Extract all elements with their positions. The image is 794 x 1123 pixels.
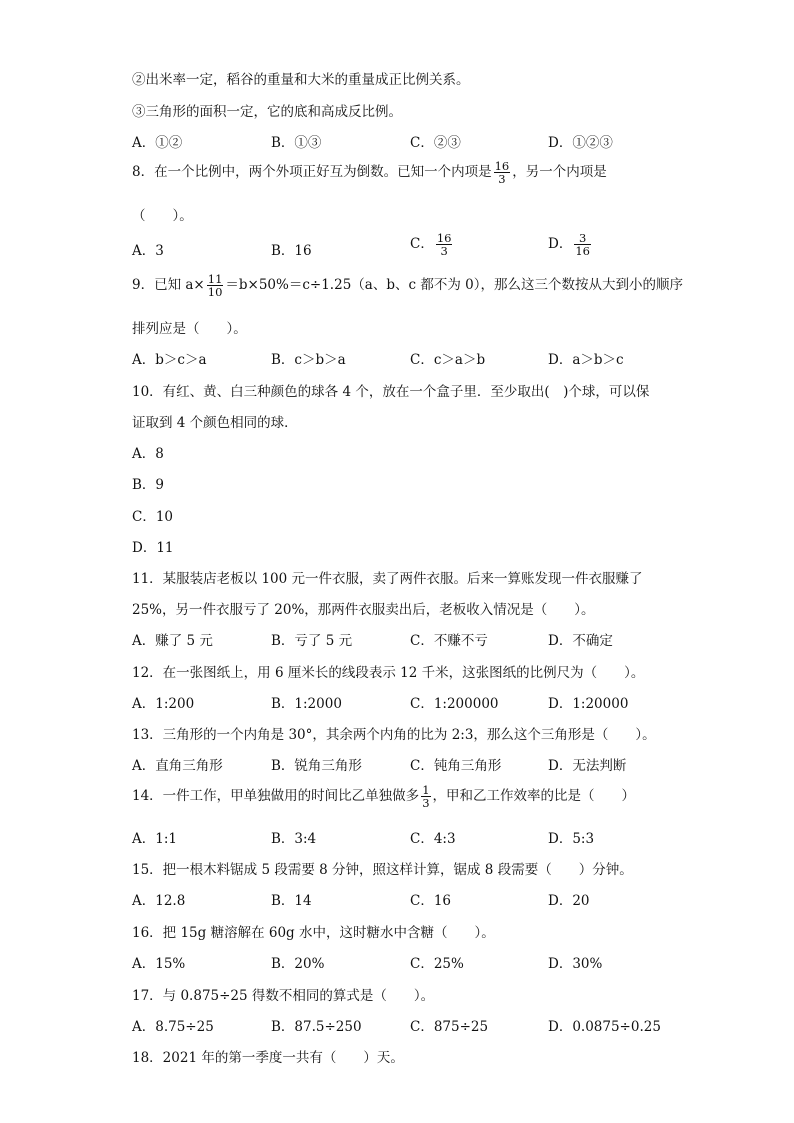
question-text: 9．已知 a×	[132, 277, 205, 293]
option-b: B．亏了 5 元	[271, 633, 353, 649]
option-b: B．c＞b＞a	[271, 352, 346, 368]
option-a: A．3	[132, 243, 164, 259]
fraction-denominator: 3	[422, 796, 430, 810]
option-a: A．b＞c＞a	[132, 352, 207, 368]
option-d: D．20	[548, 893, 590, 909]
option-b: B．14	[271, 893, 312, 909]
fraction-numerator: 16	[436, 231, 452, 245]
option-d: D．a＞b＞c	[548, 352, 624, 368]
fraction	[436, 232, 453, 257]
options-pre	[132, 131, 692, 153]
option-c: C．不赚不亏	[410, 633, 488, 649]
option-d: D．5:3	[548, 831, 595, 847]
option-b: B．87.5÷250	[271, 1019, 362, 1035]
fraction-denominator: 3	[440, 244, 448, 258]
question-10-line2: 证取到 4 个颜色相同的球．	[132, 415, 298, 431]
option-c: C．875÷25	[410, 1019, 489, 1035]
question-17: 17．与 0.875÷25 得数不相同的算式是（ ）。	[132, 988, 435, 1004]
option-b: B．9	[132, 477, 165, 493]
fraction-denominator: 3	[498, 172, 506, 186]
fraction-numerator: 11	[207, 272, 223, 286]
option-d: D．无法判断	[548, 758, 627, 774]
options-q15	[132, 889, 692, 911]
option-c: C．16	[410, 893, 452, 909]
option-d: D．1:20000	[548, 696, 629, 712]
option-a: A．12.8	[132, 893, 186, 909]
option-d	[548, 232, 593, 257]
option-c: C．c＞a＞b	[410, 352, 486, 368]
option-c: C．4:3	[410, 831, 456, 847]
fraction-denominator: 16	[575, 244, 590, 258]
fraction-numerator: 3	[574, 232, 591, 245]
options-q9	[132, 348, 692, 370]
option-a: A．15%	[132, 956, 186, 972]
option-d: D．0.0875÷0.25	[548, 1019, 661, 1035]
question-13: 13．三角形的一个内角是 30°，其余两个内角的比为 2:3，那么这个三角形是（ ）。	[132, 727, 656, 743]
option-c: C．10	[132, 509, 174, 525]
question-text: 14．一件工作，甲单独做用的时间比乙单独做多	[132, 788, 420, 804]
option-d: D．①②③	[548, 135, 613, 151]
question-9	[132, 273, 683, 298]
question-text: ，另一个内项是	[512, 164, 607, 180]
option-a: A．①②	[132, 135, 183, 151]
fraction-numerator: 16	[494, 159, 510, 173]
question-10: 10．有红、黄、白三种颜色的球各 4 个，放在一个盒子里．至少取出( )个球，可以保	[132, 384, 650, 400]
option-b: B．锐角三角形	[271, 758, 362, 774]
option-c: C．②③	[410, 135, 461, 151]
question-8	[132, 160, 607, 185]
fraction-numerator: 1	[422, 783, 430, 797]
options-q14	[132, 827, 692, 849]
question-text: 8．在一个比例中，两个外项正好互为倒数。已知一个内项是	[132, 164, 492, 180]
option-c	[410, 232, 454, 257]
option-label: D．	[548, 236, 573, 252]
option-b: B．①③	[271, 135, 322, 151]
fraction-denominator: 10	[207, 285, 223, 299]
question-8-line2: （ ）。	[132, 208, 193, 224]
option-b: B．3:4	[271, 831, 317, 847]
option-a: A．1:1	[132, 831, 177, 847]
fraction	[207, 273, 224, 298]
option-a: A．赚了 5 元	[132, 633, 213, 649]
statement-2: ②出米率一定，稻谷的重量和大米的重量成正比例关系。	[132, 72, 470, 88]
question-11: 11．某服装店老板以 100 元一件衣服，卖了两件衣服。后来一算账发现一件衣服赚了	[132, 571, 643, 587]
option-b: B．20%	[271, 956, 325, 972]
option-c: C．钝角三角形	[410, 758, 502, 774]
options-q8	[132, 231, 692, 259]
option-a: A．直角三角形	[132, 758, 223, 774]
question-11-line2: 25%，另一件衣服亏了 20%，那两件衣服卖出后，老板收入情况是（ ）。	[132, 602, 595, 618]
option-a: A．8	[132, 446, 164, 462]
statement-3: ③三角形的面积一定，它的底和高成反比例。	[132, 104, 402, 120]
fraction	[421, 784, 430, 809]
question-18: 18．2021 年的第一季度一共有（ ）天。	[132, 1050, 404, 1066]
option-b: B．16	[271, 243, 312, 259]
option-d: D．不确定	[548, 633, 613, 649]
question-text: ，甲和乙工作效率的比是（ ）	[432, 788, 636, 804]
option-d: D．11	[132, 540, 174, 556]
option-d: D．30%	[548, 956, 603, 972]
question-12: 12．在一张图纸上，用 6 厘米长的线段表示 12 千米，这张图纸的比例尺为（ ）。	[132, 665, 645, 681]
question-15: 15．把一根木料锯成 5 段需要 8 分钟，照这样计算，锯成 8 段需要（ ）分钟。	[132, 862, 633, 878]
options-q13	[132, 754, 692, 776]
options-q12	[132, 692, 692, 714]
options-q11	[132, 629, 692, 651]
option-c: C．1:200000	[410, 696, 499, 712]
options-q17	[132, 1015, 692, 1037]
option-b: B．1:2000	[271, 696, 342, 712]
option-c: C．25%	[410, 956, 464, 972]
option-a: A．8.75÷25	[132, 1019, 214, 1035]
question-14	[132, 784, 635, 809]
question-9-line2: 排列应是（ ）。	[132, 321, 247, 337]
option-label: C．	[410, 236, 434, 252]
options-q16	[132, 952, 692, 974]
option-a: A．1:200	[132, 696, 195, 712]
question-16: 16．把 15g 糖溶解在 60g 水中，这时糖水中含糖（ ）。	[132, 925, 495, 941]
fraction	[574, 232, 591, 257]
question-text: ＝b×50%＝c÷1.25（a、b、c 都不为 0），那么这三个数按从大到小的顺序	[225, 277, 683, 293]
fraction	[494, 160, 511, 185]
